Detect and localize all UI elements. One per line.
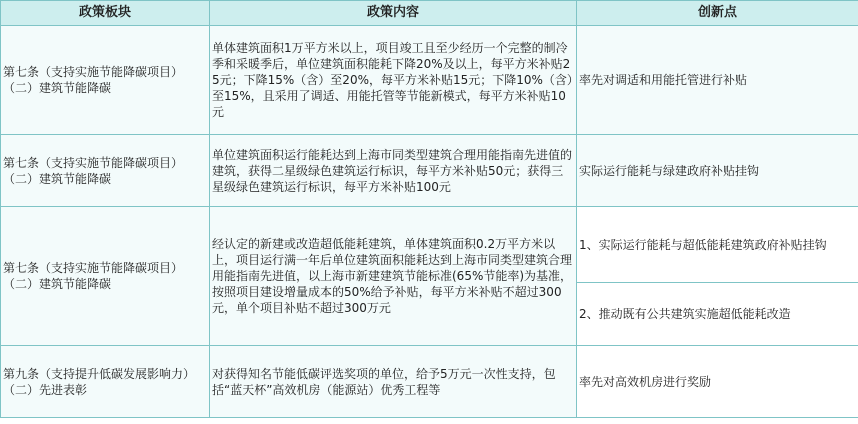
row-section: 第七条（支持实施节能降碳项目）（二）建筑节能降碳 [1, 207, 210, 346]
row-innovation: 率先对调适和用能托管进行补贴 [577, 26, 858, 135]
row-content: 对获得知名节能低碳评选奖项的单位，给予5万元一次性支持，包括“蓝天杯”高效机房（能源站）优秀工程等 [210, 346, 577, 418]
header-policy-content: 政策内容 [210, 1, 577, 26]
row-innovation-part: 2、推动既有公共建筑实施超低能耗改造 [577, 282, 858, 345]
row-section: 第七条（支持实施节能降碳项目）（二）建筑节能降碳 [1, 26, 210, 135]
header-policy-section: 政策板块 [1, 1, 210, 26]
table-row [1, 207, 858, 346]
row-innovation-part: 1、实际运行能耗与超低能耗建筑政府补贴挂钩 [579, 237, 827, 252]
header-innovation: 创新点 [577, 1, 858, 26]
header-row [1, 1, 858, 26]
row-section: 第九条（支持提升低碳发展影响力）（二）先进表彰 [1, 346, 210, 418]
row-content: 单体建筑面积1万平方米以上，项目竣工且至少经历一个完整的制冷季和采暖季后，单位建筑面积能耗下降20%及以上，每平方米补贴25元；下降15%（含）至20%，每平方米补贴15元；下降10%（含）至15%，且采用了调适、用能托管等节能新模式，每平方米补贴10元 [210, 26, 577, 135]
table-row [1, 135, 858, 207]
row-innovation-split [577, 207, 858, 346]
row-section: 第七条（支持实施节能降碳项目）（二）建筑节能降碳 [1, 135, 210, 207]
row-content: 单位建筑面积运行能耗达到上海市同类型建筑合理用能指南先进值的建筑，获得二星级绿色建筑运行标识，每平方米补贴50元；获得三星级绿色建筑运行标识，每平方米补贴100元 [210, 135, 577, 207]
table-row [1, 346, 858, 418]
table-row [1, 26, 858, 135]
row-innovation: 实际运行能耗与绿建政府补贴挂钩 [577, 135, 858, 207]
row-innovation: 率先对高效机房进行奖励 [577, 346, 858, 418]
row-content: 经认定的新建或改造超低能耗建筑，单体建筑面积0.2万平方米以上，项目运行满一年后单位建筑面积能耗达到上海市同类型建筑合理用能指南先进值，以上海市新建建筑节能标准(65%节能率)为基准，按照项目建设增量成本的50%给予补贴，每平方米补贴不超过300元，单个项目补贴不超过300万元 [210, 207, 577, 346]
